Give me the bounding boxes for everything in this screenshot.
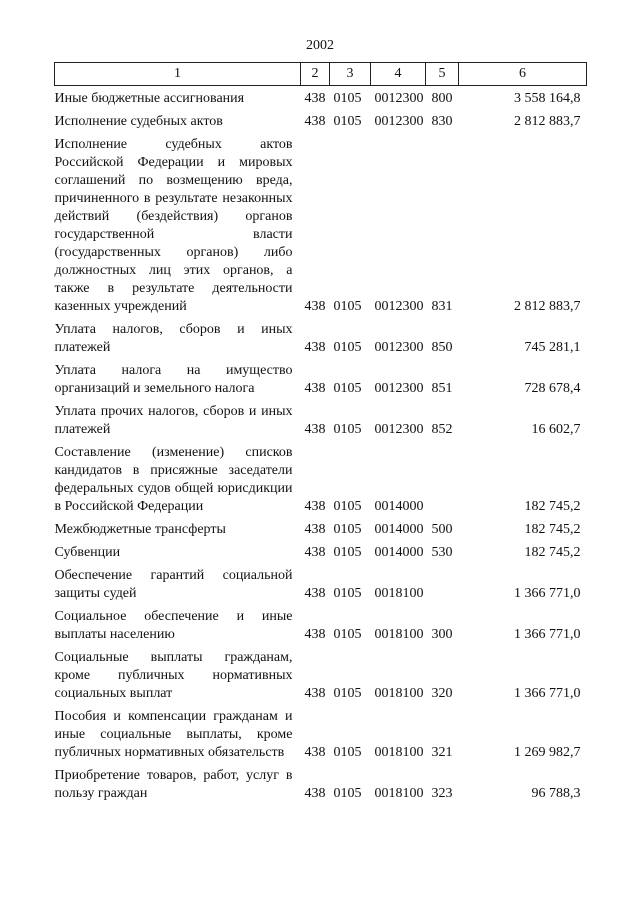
page-number: 2002 [306, 38, 334, 53]
row-amount: 745 281,1 [524, 340, 581, 355]
row-code-ministry: 438 [304, 686, 326, 701]
row-code-section: 0105 [333, 422, 362, 437]
row-code-ministry: 438 [304, 91, 326, 106]
row-code-ministry: 438 [304, 522, 326, 537]
row-code-expense-type: 852 [431, 422, 453, 437]
row-code-expense-type: 831 [431, 299, 453, 314]
row-code-target: 0012300 [374, 340, 424, 355]
row-code-section: 0105 [333, 745, 362, 760]
row-code-target: 0012300 [374, 422, 424, 437]
row-amount: 1 366 771,0 [514, 686, 581, 701]
row-code-ministry: 438 [304, 381, 326, 396]
row-code-target: 0012300 [374, 91, 424, 106]
row-amount: 728 678,4 [524, 381, 581, 396]
row-code-target: 0014000 [374, 499, 424, 514]
row-code-expense-type: 300 [431, 627, 453, 642]
row-name: Уплата прочих налогов, сборов и иных платежей [54, 404, 293, 437]
row-code-ministry: 438 [304, 499, 326, 514]
row-code-section: 0105 [333, 545, 362, 560]
row-amount: 3 558 164,8 [514, 91, 581, 106]
row-code-expense-type: 500 [431, 522, 453, 537]
row-code-section: 0105 [333, 686, 362, 701]
row-code-expense-type: 323 [431, 786, 453, 801]
row-amount: 182 745,2 [524, 545, 581, 560]
row-name: Обеспечение гарантий социальной защиты судей [54, 568, 293, 601]
row-code-ministry: 438 [304, 114, 326, 129]
table-row [55, 131, 587, 316]
row-code-target: 0014000 [374, 545, 424, 560]
row-code-section: 0105 [333, 299, 362, 314]
row-code-ministry: 438 [304, 786, 326, 801]
table-row [55, 86, 587, 109]
row-code-target: 0018100 [374, 627, 424, 642]
row-name: Пособия и компенсации гражданам и иные социальные выплаты, кроме публичных нормативных обязательств [54, 709, 293, 760]
row-code-section: 0105 [333, 91, 362, 106]
row-code-target: 0018100 [374, 786, 424, 801]
row-name: Уплата налога на имущество организаций и земельного налога [54, 363, 293, 396]
row-code-expense-type: 830 [431, 114, 453, 129]
row-amount: 2 812 883,7 [514, 299, 581, 314]
table-body [55, 86, 587, 804]
table-row [55, 516, 587, 539]
header-cell: 4 [371, 63, 426, 86]
row-code-target: 0012300 [374, 114, 424, 129]
table-row [55, 316, 587, 357]
row-code-ministry: 438 [304, 627, 326, 642]
header-cell: 1 [55, 63, 301, 86]
row-name: Составление (изменение) списков кандидатов в присяжные заседатели федеральных судов общей юрисдикции в Российской Федерации [54, 445, 293, 514]
row-code-section: 0105 [333, 381, 362, 396]
row-code-expense-type: 321 [431, 745, 453, 760]
row-code-ministry: 438 [304, 545, 326, 560]
row-code-ministry: 438 [304, 299, 326, 314]
budget-table [54, 62, 587, 803]
row-code-target: 0012300 [374, 299, 424, 314]
row-code-section: 0105 [333, 627, 362, 642]
table-row [55, 603, 587, 644]
table-row [55, 357, 587, 398]
row-code-expense-type: 530 [431, 545, 453, 560]
row-amount: 1 269 982,7 [514, 745, 581, 760]
row-amount: 16 602,7 [531, 422, 581, 437]
row-code-section: 0105 [333, 522, 362, 537]
row-code-section: 0105 [333, 499, 362, 514]
row-code-expense-type [426, 439, 459, 516]
row-amount: 182 745,2 [524, 522, 581, 537]
row-amount: 1 366 771,0 [514, 586, 581, 601]
header-cell: 3 [330, 63, 371, 86]
row-code-expense-type: 850 [431, 340, 453, 355]
row-code-target: 0018100 [374, 586, 424, 601]
row-code-section: 0105 [333, 786, 362, 801]
row-code-expense-type: 320 [431, 686, 453, 701]
row-code-ministry: 438 [304, 422, 326, 437]
table-row [55, 703, 587, 762]
row-name: Социальное обеспечение и иные выплаты населению [54, 609, 293, 642]
row-name: Иные бюджетные ассигнования [54, 91, 245, 106]
row-code-ministry: 438 [304, 340, 326, 355]
table-row [55, 439, 587, 516]
row-name: Социальные выплаты гражданам, кроме публичных нормативных социальных выплат [54, 650, 293, 701]
header-cell: 6 [459, 63, 587, 86]
row-code-expense-type: 851 [431, 381, 453, 396]
row-name: Субвенции [54, 545, 121, 560]
table-row [55, 562, 587, 603]
table-row [55, 762, 587, 803]
row-amount: 1 366 771,0 [514, 627, 581, 642]
row-code-ministry: 438 [304, 745, 326, 760]
row-code-target: 0014000 [374, 522, 424, 537]
header-cell: 5 [426, 63, 459, 86]
row-name: Уплата налогов, сборов и иных платежей [54, 322, 293, 355]
row-name: Межбюджетные трансферты [54, 522, 226, 537]
table-row [55, 398, 587, 439]
row-code-expense-type: 800 [431, 91, 453, 106]
row-name: Приобретение товаров, работ, услуг в пользу граждан [54, 768, 293, 801]
row-code-target: 0012300 [374, 381, 424, 396]
header-row [55, 63, 587, 86]
row-code-target: 0018100 [374, 745, 424, 760]
table-row [55, 108, 587, 131]
row-code-section: 0105 [333, 114, 362, 129]
table-row [55, 644, 587, 703]
row-code-target: 0018100 [374, 686, 424, 701]
row-code-ministry: 438 [304, 586, 326, 601]
row-code-expense-type [426, 562, 459, 603]
table-row [55, 539, 587, 562]
row-name: Исполнение судебных актов Российской Федерации и мировых соглашений по возмещению вреда, причиненного в результате незаконных действий (бездействия) органов государственной власти (государственных органов) либо должностных лиц этих органов, а также в результате деятельности казенных учреждений [54, 137, 293, 314]
row-amount: 182 745,2 [524, 499, 581, 514]
row-code-section: 0105 [333, 586, 362, 601]
row-name: Исполнение судебных актов [54, 114, 223, 129]
row-code-section: 0105 [333, 340, 362, 355]
row-amount: 2 812 883,7 [514, 114, 581, 129]
header-cell: 2 [301, 63, 330, 86]
row-amount: 96 788,3 [531, 786, 581, 801]
